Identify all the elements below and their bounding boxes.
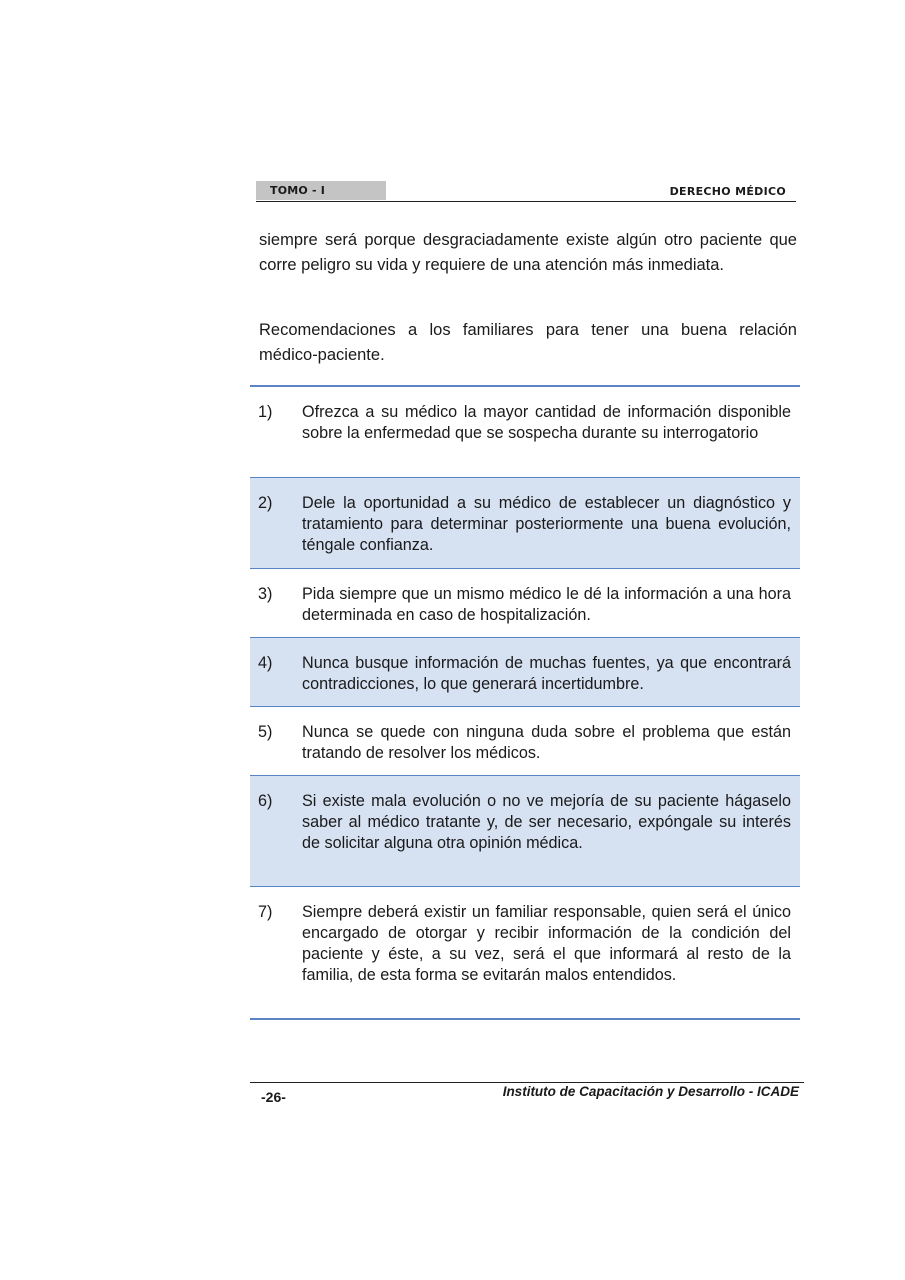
paragraph-recommendations-heading: Recomendaciones a los familiares para tener una buena relación médico-paciente.	[259, 321, 797, 364]
table-row	[250, 637, 800, 707]
table-row	[250, 569, 800, 637]
item-number: 7)	[258, 903, 273, 921]
item-text: Si existe mala evolución o no ve mejoría de su paciente hágaselo saber al médico tratante y, de ser necesario, expóngale su interés de solicitar alguna otra opinión médica.	[302, 792, 791, 852]
item-number: 2)	[258, 494, 273, 512]
table-row	[250, 887, 800, 1020]
item-number: 3)	[258, 585, 273, 603]
item-text: Nunca se quede con ninguna duda sobre el problema que están tratando de resolver los médicos.	[302, 723, 791, 762]
item-text: Siempre deberá existir un familiar responsable, quien será el único encargado de otorgar y recibir información de la condición del paciente y éste, a su vez, será el que informará al resto de la familia, de esta forma se evitarán malos entendidos.	[302, 903, 791, 984]
page-number: -26-	[261, 1089, 286, 1105]
item-number: 4)	[258, 654, 273, 672]
item-number: 6)	[258, 792, 273, 810]
item-text: Pida siempre que un mismo médico le dé la información a una hora determinada en caso de hospitalización.	[302, 585, 791, 624]
subject-title: DERECHO MÉDICO	[669, 185, 786, 198]
footer-institute: Instituto de Capacitación y Desarrollo - ICADE	[502, 1084, 799, 1099]
item-text: Dele la oportunidad a su médico de establecer un diagnóstico y tratamiento para determinar posteriormente una buena evolución, téngale confianza.	[302, 494, 791, 554]
table-row	[250, 385, 800, 477]
table-row	[250, 775, 800, 887]
table-row	[250, 477, 800, 569]
table-row	[250, 707, 800, 775]
footer-rule	[250, 1082, 804, 1083]
page-header	[256, 181, 796, 202]
item-number: 5)	[258, 723, 273, 741]
item-number: 1)	[258, 403, 273, 421]
paragraph-intro: siempre será porque desgraciadamente existe algún otro paciente que corre peligro su vida y requiere de una atención más inmediata.	[259, 231, 797, 274]
tomo-label: TOMO - I	[256, 181, 386, 200]
item-text: Ofrezca a su médico la mayor cantidad de información disponible sobre la enfermedad que se sospecha durante su interrogatorio	[302, 403, 791, 442]
recommendations-table	[250, 385, 800, 1020]
item-text: Nunca busque información de muchas fuentes, ya que encontrará contradicciones, lo que generará incertidumbre.	[302, 654, 791, 693]
